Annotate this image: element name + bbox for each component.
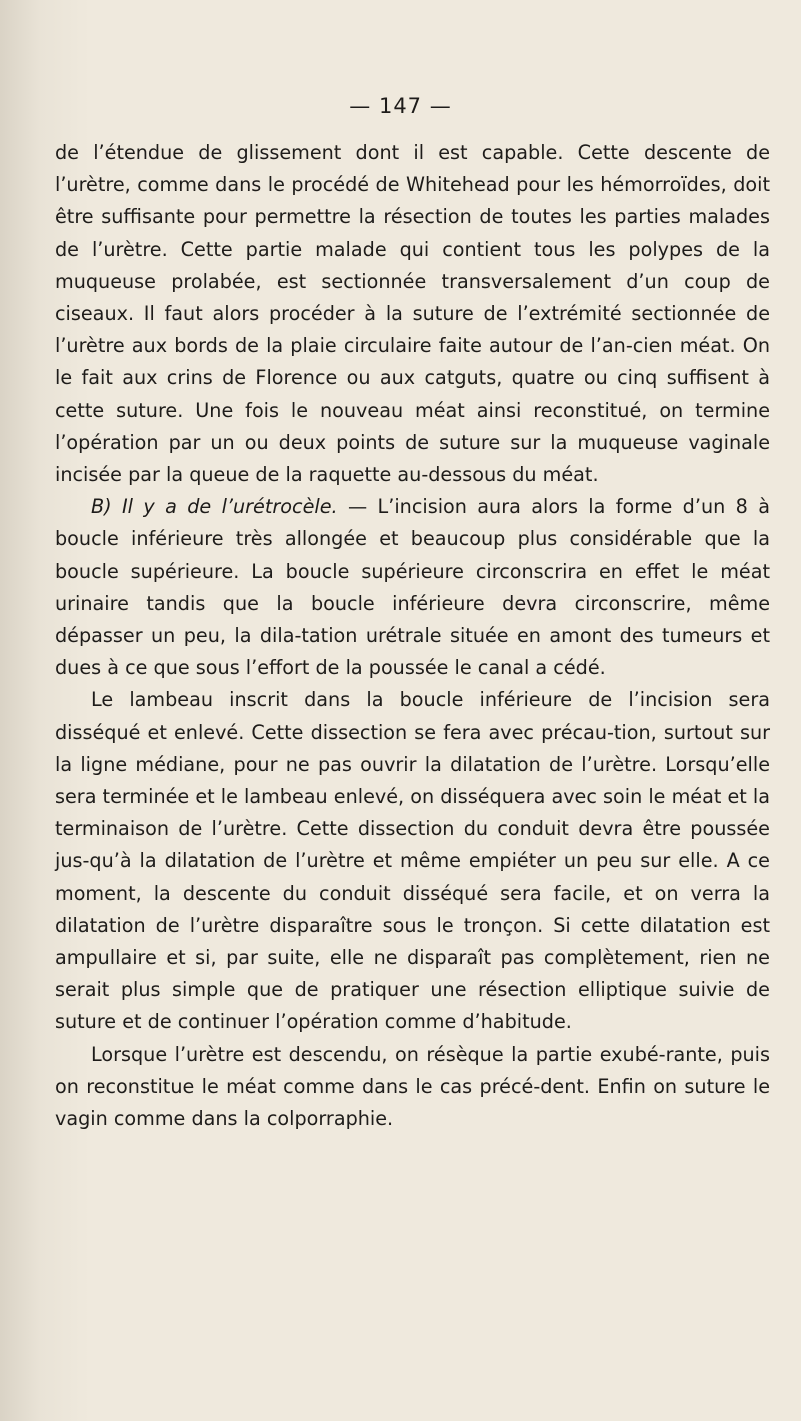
paragraph-2-text: — L’incision aura alors la forme d’un 8 à boucle inférieure très allongée et beaucoup plus considérable que la boucle supérieure. La boucle supérieure circonscrira en effet le méat urinaire tandis que la boucle inférieure devra circonscrire, même dépasser un peu, la dila-tation urétrale située en amont des tumeurs et dues à ce que sous l’effort de la poussée le canal a cédé. [55,495,770,680]
paragraph-4: Lorsque l’urètre est descendu, on résèque la partie exubé-rante, puis on reconstitue le méat comme dans le cas précé-dent. Enfin on suture le vagin comme dans la colporraphie. [55,1042,770,1131]
section-heading: B) Il y a de l’urétrocèle. [91,495,338,519]
paragraph-1: de l’étendue de glissement dont il est capable. Cette descente de l’urètre, comme dans le procédé de Whitehead pour les hémorroïdes, doit être suffisante pour permettre la résection de toutes les parties malades de l’urètre. Cette partie malade qui contient tous les polypes de la muqueuse prolabée, est sectionnée transversalement d’un coup de ciseaux. Il faut alors procéder à la suture de l’extrémité sectionnée de l’urètre aux bords de la plaie circulaire faite autour de l’an-cien méat. On le fait aux crins de Florence ou aux catguts, quatre ou cinq suffisent à cette suture. Une fois le nouveau méat ainsi reconstitué, on termine l’opération par un ou deux points de suture sur la muqueuse vaginale incisée par la queue de la raquette au-dessous du méat. [55,141,770,487]
page-number: — 147 — [349,94,452,118]
paragraph-2 [55,491,770,684]
body-text [55,137,770,1135]
paragraph-3: Le lambeau inscrit dans la boucle inférieure de l’incision sera disséqué et enlevé. Cette dissection se fera avec précau-tion, surtout sur la ligne médiane, pour ne pas ouvrir la dilatation de l’urètre. Lorsqu’elle sera terminée et le lambeau enlevé, on disséquera avec soin le méat et la terminaison de l’urètre. Cette dissection du conduit devra être poussée jus-qu’à la dilatation de l’urètre et même empiéter un peu sur elle. A ce moment, la descente du conduit disséqué sera facile, et on verra la dilatation de l’urètre disparaître sous le tronçon. Si cette dilatation est ampullaire et si, par suite, elle ne disparaît pas complètement, rien ne serait plus simple que de pratiquer une résection elliptique suivie de suture et de continuer l’opération comme d’habitude. [55,688,770,1034]
